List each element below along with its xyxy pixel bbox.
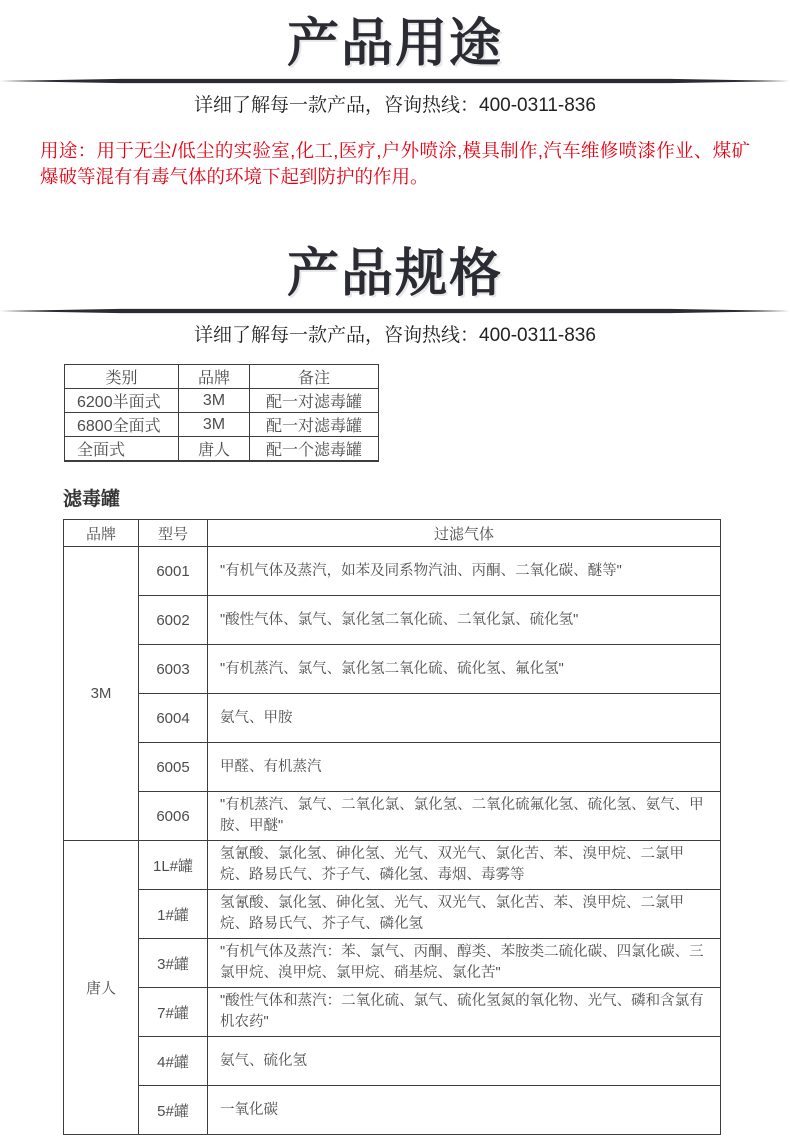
- model-cell: 6001: [139, 547, 208, 596]
- gases-cell: "酸性气体和蒸汽：二氧化硫、氯气、硫化氢氮的氧化物、光气、磷和含氯有机农药": [208, 988, 721, 1037]
- mask-spec-table: [64, 364, 379, 462]
- table-row: [64, 547, 721, 596]
- model-cell: 6002: [139, 596, 208, 645]
- mask-remark-cell: 配一对滤毒罐: [250, 389, 379, 413]
- model-cell: 7#罐: [139, 988, 208, 1037]
- gases-cell: 氨气、硫化氢: [208, 1037, 721, 1086]
- table-row: [64, 841, 721, 890]
- table-row: [64, 743, 721, 792]
- cartridge-header-row: [64, 520, 721, 547]
- mask-category-cell: 6800全面式: [65, 413, 179, 437]
- gases-cell: 甲醛、有机蒸汽: [208, 743, 721, 792]
- table-row: [64, 694, 721, 743]
- usage-section: [0, 0, 790, 190]
- brand-cell-tangren: 唐人: [64, 841, 139, 1135]
- model-cell: 3#罐: [139, 939, 208, 988]
- mask-remark-cell: 配一个滤毒罐: [250, 437, 379, 462]
- mask-col-remark: 备注: [250, 365, 379, 389]
- model-cell: 6003: [139, 645, 208, 694]
- model-cell: 5#罐: [139, 1086, 208, 1135]
- usage-hotline-text: 详细了解每一款产品，咨询热线：400-0311-836: [194, 95, 596, 116]
- specs-section: [0, 230, 790, 1135]
- gases-cell: 一氧化碳: [208, 1086, 721, 1135]
- gases-cell: "有机气体及蒸汽：苯、氯气、丙酮、醇类、苯胺类二硫化碳、四氯化碳、三氯甲烷、溴甲烷、氯甲烷、硝基烷、氯化苦": [208, 939, 721, 988]
- cartridge-table: [63, 519, 721, 1135]
- mask-col-category: 类别: [65, 365, 179, 389]
- mask-brand-cell: 3M: [179, 389, 250, 413]
- table-row: [64, 645, 721, 694]
- mask-col-brand: 品牌: [179, 365, 250, 389]
- table-row: [64, 890, 721, 939]
- table-row: [64, 988, 721, 1037]
- table-row: [64, 596, 721, 645]
- title-divider: [0, 78, 790, 84]
- cartridge-col-gases: 过滤气体: [208, 520, 721, 547]
- model-cell: 1L#罐: [139, 841, 208, 890]
- cartridge-col-brand: 品牌: [64, 520, 139, 547]
- title-divider: [0, 308, 790, 314]
- gases-cell: "酸性气体、氯气、氯化氢二氧化硫、二氧化氯、硫化氢": [208, 596, 721, 645]
- model-cell: 6005: [139, 743, 208, 792]
- table-row: [65, 437, 379, 462]
- mask-table-header-row: [65, 365, 379, 389]
- gases-cell: 氨气、甲胺: [208, 694, 721, 743]
- model-cell: 6004: [139, 694, 208, 743]
- table-row: [64, 1037, 721, 1086]
- usage-section-title: 产品用途: [286, 15, 503, 73]
- specs-hotline-text: 详细了解每一款产品，咨询热线：400-0311-836: [194, 325, 596, 346]
- model-cell: 6006: [139, 792, 208, 841]
- model-cell: 1#罐: [139, 890, 208, 939]
- table-row: [64, 792, 721, 841]
- gases-cell: 氢氰酸、氯化氢、砷化氢、光气、双光气、氯化苦、苯、溴甲烷、二氯甲烷、路易氏气、芥子气、磷化氢、毒烟、毒雾等: [208, 841, 721, 890]
- brand-cell-3m: 3M: [64, 547, 139, 841]
- mask-category-cell: 全面式: [65, 437, 179, 462]
- cartridge-heading: 滤毒罐: [63, 489, 121, 510]
- gases-cell: "有机气体及蒸汽，如苯及同系物汽油、丙酮、二氧化碳、醚等": [208, 547, 721, 596]
- mask-remark-cell: 配一对滤毒罐: [250, 413, 379, 437]
- model-cell: 4#罐: [139, 1037, 208, 1086]
- usage-description-text: 用途：用于无尘/低尘的实验室,化工,医疗,户外喷涂,模具制作,汽车维修喷漆作业、煤矿爆破等混有有毒气体的环境下起到防护的作用。: [40, 140, 750, 187]
- gases-cell: 氢氰酸、氯化氢、砷化氢、光气、双光气、氯化苦、苯、溴甲烷、二氯甲烷、路易氏气、芥子气、磷化氢: [208, 890, 721, 939]
- specs-section-title: 产品规格: [286, 245, 503, 303]
- cartridge-col-model: 型号: [139, 520, 208, 547]
- table-row: [65, 413, 379, 437]
- table-row: [64, 1086, 721, 1135]
- mask-brand-cell: 3M: [179, 413, 250, 437]
- table-row: [64, 939, 721, 988]
- gases-cell: "有机蒸汽、氯气、二氧化氯、氯化氢、二氧化硫氟化氢、硫化氢、氨气、甲胺、甲醚": [208, 792, 721, 841]
- table-row: [65, 389, 379, 413]
- mask-brand-cell: 唐人: [179, 437, 250, 462]
- gases-cell: "有机蒸汽、氯气、氯化氢二氧化硫、硫化氢、氟化氢": [208, 645, 721, 694]
- mask-category-cell: 6200半面式: [65, 389, 179, 413]
